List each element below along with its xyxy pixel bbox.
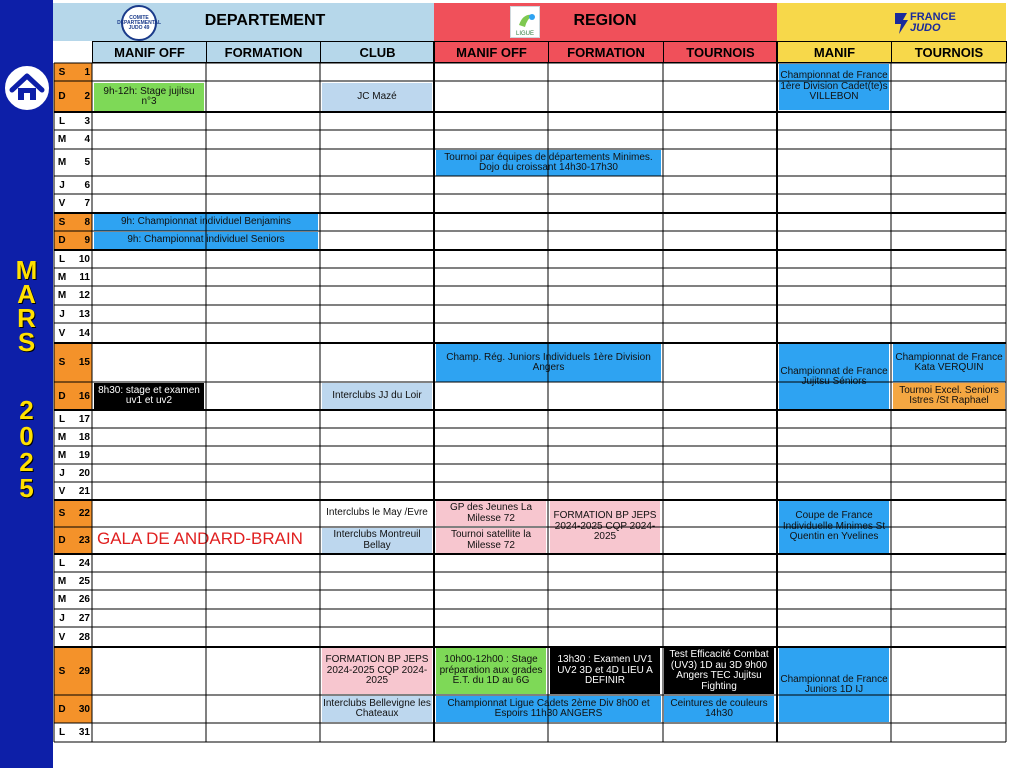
day-label bbox=[54, 647, 92, 695]
day-letter: L bbox=[58, 253, 66, 265]
event-cell: GP des Jeunes La Milesse 72 bbox=[436, 501, 546, 526]
day-number: 15 bbox=[78, 357, 90, 368]
day-label bbox=[54, 130, 92, 149]
year-digit: 2 bbox=[19, 395, 34, 425]
day-letter: D bbox=[58, 91, 66, 102]
day-letter: D bbox=[58, 235, 66, 246]
day-letter: D bbox=[58, 703, 66, 715]
event-cell: Championnat de France Juniors 1D IJ bbox=[779, 648, 889, 722]
day-letter: D bbox=[58, 390, 66, 402]
day-number: 18 bbox=[78, 431, 90, 443]
day-number: 12 bbox=[78, 290, 90, 301]
day-number: 3 bbox=[84, 115, 90, 127]
day-number: 6 bbox=[84, 179, 90, 191]
day-letter: S bbox=[58, 508, 66, 519]
event-cell: Championnat de France Kata VERQUIN bbox=[893, 344, 1005, 382]
home-button[interactable] bbox=[3, 64, 51, 112]
event-cell: Test Efficacité Combat (UV3) 1D au 3D 9h00 Angers TEC Jujitsu Fighting bbox=[664, 648, 774, 694]
event-cell: 9h: Championnat individuel Benjamins bbox=[94, 214, 318, 231]
day-number: 13 bbox=[78, 308, 90, 320]
france-logo-line2: JUDO bbox=[910, 22, 941, 34]
event-cell: Championnat de France Jujitsu Séniors bbox=[779, 344, 889, 410]
day-number: 28 bbox=[78, 631, 90, 643]
event-cell: Interclubs JJ du Loir bbox=[322, 383, 432, 409]
day-number: 17 bbox=[78, 413, 90, 425]
day-label bbox=[54, 446, 92, 464]
day-label bbox=[54, 482, 92, 500]
event-cell: Championnat de France 1ère Division Cadet(te)s VILLEBON bbox=[779, 64, 889, 110]
year-digit: 5 bbox=[19, 473, 34, 503]
day-label bbox=[54, 286, 92, 305]
day-letter: M bbox=[57, 431, 67, 443]
day-label bbox=[54, 176, 92, 194]
event-cell: Tournoi Excel. Seniors Istres /St Raphael bbox=[893, 383, 1005, 409]
day-letter: M bbox=[57, 290, 67, 301]
france-judo-icon bbox=[892, 10, 910, 36]
event-cell: Champ. Rég. Juniors Individuels 1ère Division Angers bbox=[436, 344, 661, 382]
day-number: 16 bbox=[78, 390, 90, 402]
day-number: 25 bbox=[78, 575, 90, 587]
day-label bbox=[54, 382, 92, 410]
gala-announcement: GALA DE ANDARD-BRAIN bbox=[97, 529, 303, 548]
day-number: 24 bbox=[78, 557, 90, 569]
day-letter: S bbox=[58, 665, 66, 677]
day-letter: J bbox=[59, 308, 65, 320]
day-number: 29 bbox=[78, 665, 90, 677]
day-label bbox=[54, 305, 92, 323]
day-label bbox=[54, 213, 92, 231]
day-label bbox=[54, 500, 92, 527]
year-digit: 2 bbox=[19, 447, 34, 477]
month-letter: A bbox=[17, 279, 36, 309]
day-letter: J bbox=[59, 179, 65, 191]
day-label bbox=[54, 410, 92, 428]
day-number: 1 bbox=[84, 66, 90, 78]
day-number: 10 bbox=[78, 253, 90, 265]
day-number: 23 bbox=[78, 535, 90, 546]
day-label bbox=[54, 323, 92, 343]
event-cell: Championnat Ligue Cadets 2ème Div 8h00 et Espoirs 11h30 ANGERS bbox=[436, 696, 661, 722]
day-label bbox=[54, 572, 92, 590]
day-label bbox=[54, 112, 92, 130]
day-number: 22 bbox=[78, 508, 90, 519]
day-letter: L bbox=[58, 115, 66, 127]
day-letter: V bbox=[58, 631, 66, 643]
day-number: 31 bbox=[78, 727, 90, 738]
day-letter: M bbox=[57, 157, 67, 168]
event-cell: 9h-12h: Stage jujitsu n°3 bbox=[94, 83, 204, 111]
day-label bbox=[54, 590, 92, 609]
day-number: 14 bbox=[78, 327, 90, 339]
event-cell: Interclubs Bellevigne les Chateaux bbox=[322, 696, 432, 722]
france-logo-line1: FRANCE bbox=[910, 11, 956, 23]
day-letter: S bbox=[58, 216, 66, 228]
day-number: 4 bbox=[84, 134, 90, 145]
day-letter: M bbox=[57, 594, 67, 605]
column-header-3: CLUB bbox=[320, 41, 435, 63]
column-header-2: FORMATION bbox=[206, 41, 321, 63]
day-label bbox=[54, 695, 92, 723]
france-judo-logo bbox=[892, 10, 962, 36]
day-label bbox=[54, 527, 92, 554]
event-cell: JC Mazé bbox=[322, 83, 432, 111]
day-number: 26 bbox=[78, 594, 90, 605]
day-letter: V bbox=[58, 327, 66, 339]
event-cell: 10h00-12h00 : Stage préparation aux grades E.T. du 1D au 6G bbox=[436, 648, 546, 694]
day-label bbox=[54, 428, 92, 446]
day-letter: L bbox=[58, 557, 66, 569]
day-label bbox=[54, 464, 92, 482]
day-label bbox=[54, 231, 92, 250]
region-logo bbox=[510, 6, 540, 38]
day-label bbox=[54, 609, 92, 627]
column-header-8: TOURNOIS bbox=[891, 41, 1007, 63]
event-cell: Interclubs Montreuil Bellay bbox=[322, 528, 432, 553]
event-cell: Tournoi par équipes de départements Minimes. Dojo du croissant 14h30-17h30 bbox=[436, 150, 661, 176]
day-letter: S bbox=[58, 357, 66, 368]
month-letter: R bbox=[17, 303, 36, 333]
event-cell: 9h: Championnat individuel Seniors bbox=[94, 232, 318, 249]
day-label bbox=[54, 343, 92, 382]
event-cell: 13h30 : Examen UV1 UV2 3D et 4D LIEU A DEFINIR bbox=[550, 648, 660, 694]
day-label bbox=[54, 250, 92, 268]
day-number: 5 bbox=[84, 157, 90, 168]
day-number: 21 bbox=[78, 485, 90, 497]
day-label bbox=[54, 194, 92, 213]
day-letter: V bbox=[58, 485, 66, 497]
region-logo-text: LIGUE bbox=[515, 31, 534, 37]
day-number: 30 bbox=[78, 703, 90, 715]
day-label bbox=[54, 149, 92, 176]
day-letter: M bbox=[57, 575, 67, 587]
day-number: 19 bbox=[78, 449, 90, 461]
year-digit: 0 bbox=[19, 421, 34, 451]
day-letter: D bbox=[58, 535, 66, 546]
month-letter: S bbox=[17, 327, 36, 357]
day-letter: V bbox=[58, 198, 66, 209]
day-label bbox=[54, 81, 92, 112]
day-letter: M bbox=[57, 271, 67, 283]
logo-text: COMITE DEPARTEMENTAL JUDO 49 bbox=[117, 14, 162, 31]
month-letter: M bbox=[15, 255, 38, 285]
day-letter: J bbox=[59, 612, 65, 624]
day-number: 8 bbox=[84, 216, 90, 228]
region-title: REGION bbox=[573, 12, 637, 29]
column-header-5: FORMATION bbox=[548, 41, 664, 63]
day-letter: L bbox=[58, 413, 66, 425]
home-icon bbox=[5, 66, 49, 110]
region-logo-icon bbox=[511, 9, 541, 31]
day-letter: J bbox=[59, 467, 65, 479]
day-letter: M bbox=[57, 449, 67, 461]
event-cell: 8h30: stage et examen uv1 et uv2 bbox=[94, 383, 204, 409]
day-letter: M bbox=[57, 134, 67, 145]
day-number: 11 bbox=[79, 271, 90, 283]
day-letter: L bbox=[58, 727, 66, 738]
column-header-6: TOURNOIS bbox=[663, 41, 778, 63]
day-label bbox=[54, 554, 92, 572]
day-number: 9 bbox=[84, 235, 90, 246]
event-cell: FORMATION BP JEPS 2024-2025 CQP 2024-2025 bbox=[550, 501, 660, 553]
event-cell: FORMATION BP JEPS 2024-2025 CQP 2024-2025 bbox=[322, 648, 432, 694]
departement-logo bbox=[117, 5, 162, 41]
event-cell: Ceintures de couleurs 14h30 bbox=[664, 696, 774, 722]
event-cell: Coupe de France Individuelle Minimes St Quentin en Yvelines bbox=[779, 501, 889, 553]
event-cell: Tournoi satellite la Milesse 72 bbox=[436, 528, 546, 553]
day-number: 20 bbox=[78, 467, 90, 479]
column-header-1: MANIF OFF bbox=[92, 41, 207, 63]
day-number: 7 bbox=[84, 198, 90, 209]
departement-title: DEPARTEMENT bbox=[204, 12, 326, 29]
day-label bbox=[54, 268, 92, 286]
event-cell: Interclubs le May /Evre bbox=[322, 501, 432, 526]
day-label bbox=[54, 627, 92, 647]
sidebar bbox=[0, 0, 53, 768]
day-label bbox=[54, 63, 92, 81]
day-letter: S bbox=[58, 66, 66, 78]
day-number: 27 bbox=[78, 612, 90, 624]
day-label bbox=[54, 723, 92, 742]
column-header-4: MANIF OFF bbox=[434, 41, 549, 63]
column-header-7: MANIF bbox=[777, 41, 892, 63]
day-number: 2 bbox=[84, 91, 90, 102]
